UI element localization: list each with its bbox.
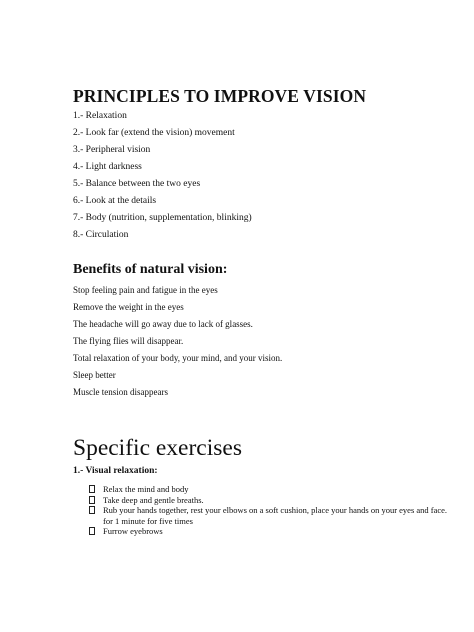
exercise-text-continued: for 1 minute for five times — [103, 515, 193, 526]
list-item: Muscle tension disappears — [73, 387, 168, 397]
exercise-text: Take deep and gentle breaths. — [103, 494, 204, 505]
list-item: 4.- Light darkness — [73, 162, 142, 172]
exercise-list — [89, 484, 449, 537]
exercise-text: Furrow eyebrows — [103, 526, 163, 536]
exercises-heading: Specific exercises — [73, 435, 242, 461]
list-item — [89, 495, 449, 506]
list-item: 5.- Balance between the two eyes — [73, 179, 201, 189]
exercise-text: Relax the mind and body — [103, 484, 189, 494]
list-item: Remove the weight in the eyes — [73, 302, 184, 312]
list-item: 7.- Body (nutrition, supplementation, blinking) — [73, 213, 252, 223]
list-item: 2.- Look far (extend the vision) movement — [73, 128, 235, 138]
list-item: 3.- Peripheral vision — [73, 145, 151, 155]
list-item — [89, 484, 449, 495]
list-item: The flying flies will disappear. — [73, 336, 184, 346]
benefits-list — [73, 284, 282, 403]
exercise-text: Rub your hands together, rest your elbows on a soft cushion, place your hands on your eyes and face. — [103, 505, 448, 515]
principles-list — [73, 110, 252, 246]
list-item: Stop feeling pain and fatigue in the eyes — [73, 285, 218, 295]
checkbox-bullet-icon — [89, 496, 95, 504]
list-item: Total relaxation of your body, your mind, and your vision. — [73, 353, 283, 363]
list-item: 8.- Circulation — [73, 230, 129, 240]
list-item — [89, 505, 449, 526]
checkbox-bullet-icon — [89, 527, 95, 535]
list-item: 1.- Relaxation — [73, 111, 127, 121]
list-item: The headache will go away due to lack of glasses. — [73, 319, 253, 329]
checkbox-bullet-icon — [89, 485, 95, 493]
list-item: Sleep better — [73, 370, 116, 380]
page-title: PRINCIPLES TO IMPROVE VISION — [73, 86, 367, 106]
checkbox-bullet-icon — [89, 506, 95, 514]
benefits-heading: Benefits of natural vision: — [73, 262, 228, 277]
exercise-subheading: 1.- Visual relaxation: — [73, 466, 158, 476]
list-item — [89, 526, 449, 537]
list-item: 6.- Look at the details — [73, 196, 157, 206]
